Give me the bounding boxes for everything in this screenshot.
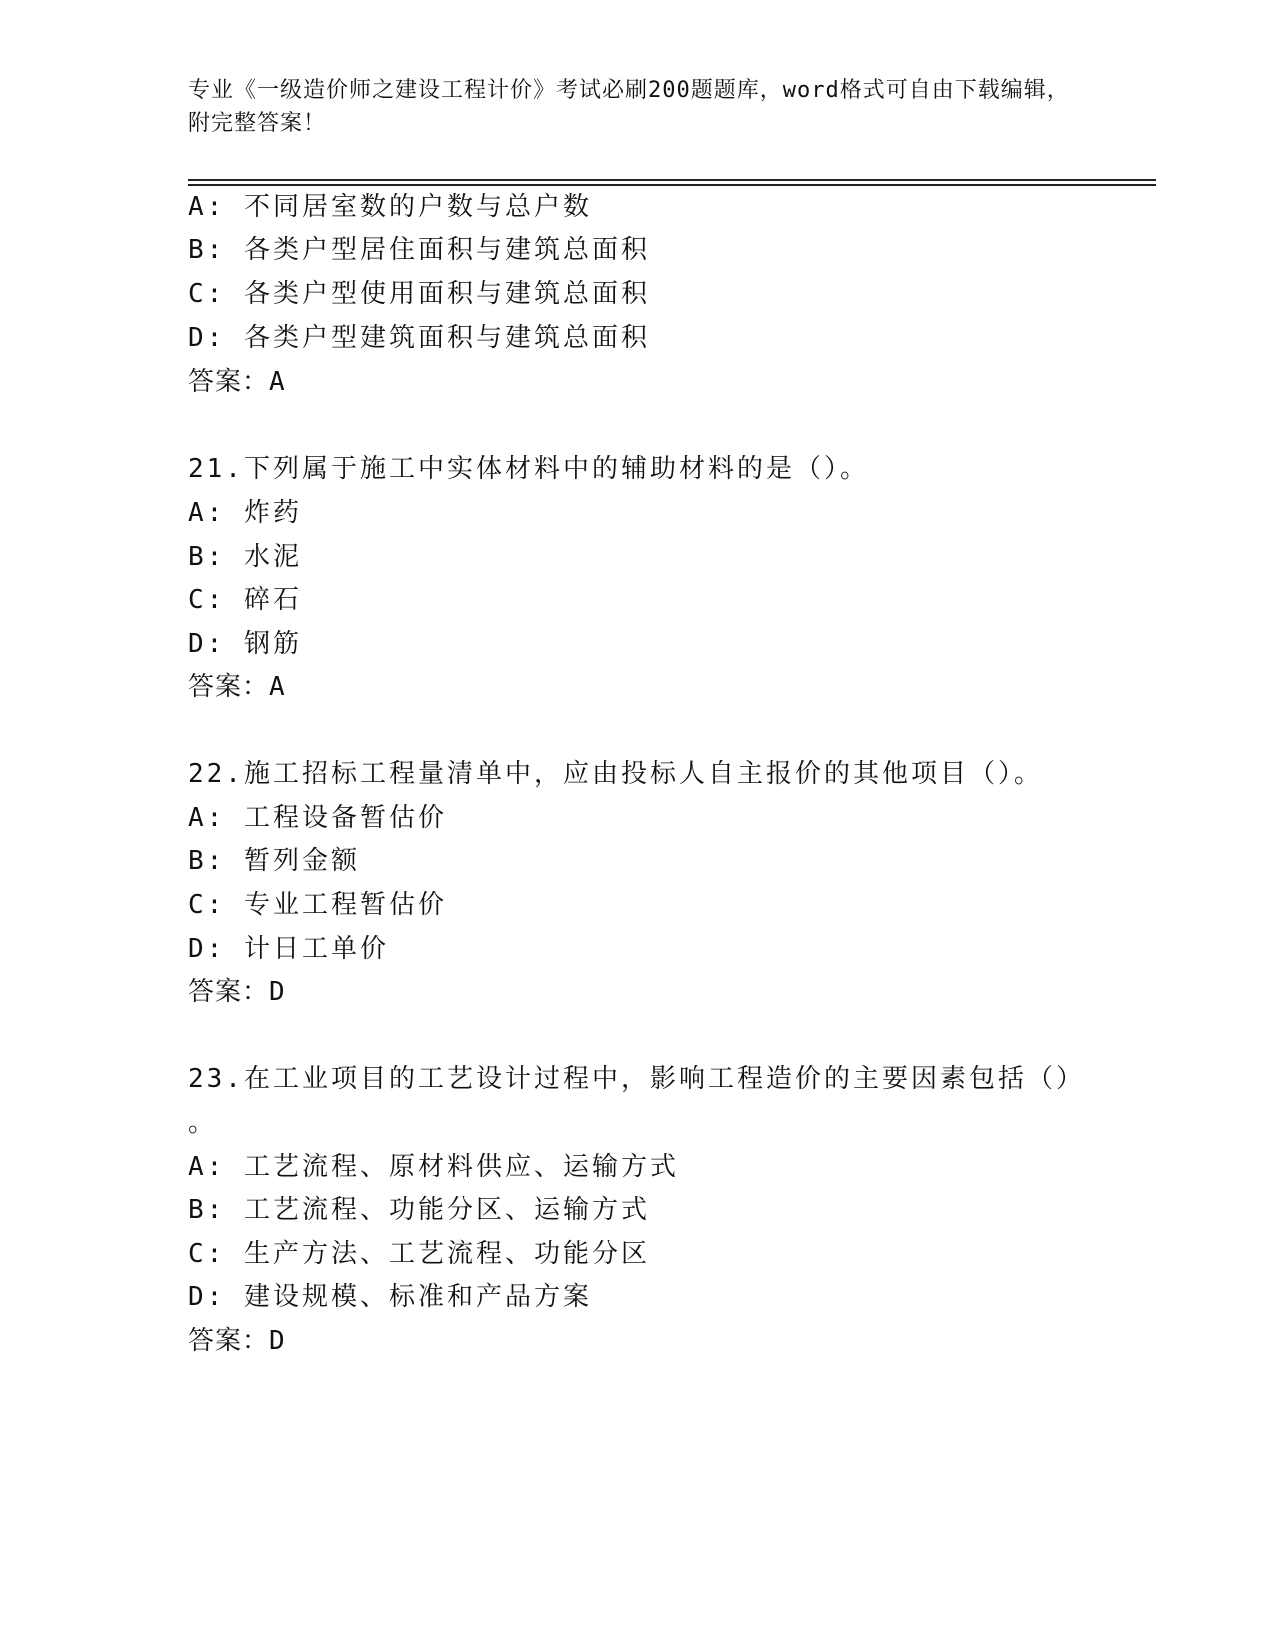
option-d: D: 各类户型建筑面积与建筑总面积	[188, 323, 650, 353]
option-a: A: 工艺流程、原材料供应、运输方式	[188, 1152, 679, 1182]
option-a: A: 炸药	[188, 498, 302, 528]
option-c: C: 生产方法、工艺流程、功能分区	[188, 1239, 650, 1269]
option-d: D: 建设规模、标准和产品方案	[188, 1282, 592, 1312]
answer-text: 答案：D	[188, 977, 286, 1007]
header-divider-bottom	[188, 184, 1156, 186]
option-c: C: 专业工程暂估价	[188, 890, 447, 920]
option-a: A: 不同居室数的户数与总户数	[188, 192, 592, 222]
option-a: A: 工程设备暂估价	[188, 803, 447, 833]
question-23-continuation: 。	[188, 1108, 218, 1138]
question-21-text: 21.下列属于施工中实体材料中的辅助材料的是（）。	[188, 454, 869, 484]
option-b: B: 工艺流程、功能分区、运输方式	[188, 1195, 650, 1225]
document-header: 专业《一级造价师之建设工程计价》考试必刷200题题库，word格式可自由下载编辑，附完整答案！	[188, 78, 1070, 136]
option-b: B: 水泥	[188, 542, 302, 572]
option-b: B: 暂列金额	[188, 846, 360, 876]
option-d: D: 钢筋	[188, 629, 302, 659]
answer-text: 答案：D	[188, 1326, 286, 1356]
answer-text: 答案：A	[188, 367, 286, 397]
header-divider-top	[188, 179, 1156, 181]
option-c: C: 碎石	[188, 585, 302, 615]
answer-text: 答案：A	[188, 672, 286, 702]
option-c: C: 各类户型使用面积与建筑总面积	[188, 279, 650, 309]
option-b: B: 各类户型居住面积与建筑总面积	[188, 235, 650, 265]
question-23-text: 23.在工业项目的工艺设计过程中，影响工程造价的主要因素包括（）	[188, 1064, 1085, 1094]
option-d: D: 计日工单价	[188, 934, 389, 964]
question-22-text: 22.施工招标工程量清单中，应由投标人自主报价的其他项目（）。	[188, 759, 1043, 789]
